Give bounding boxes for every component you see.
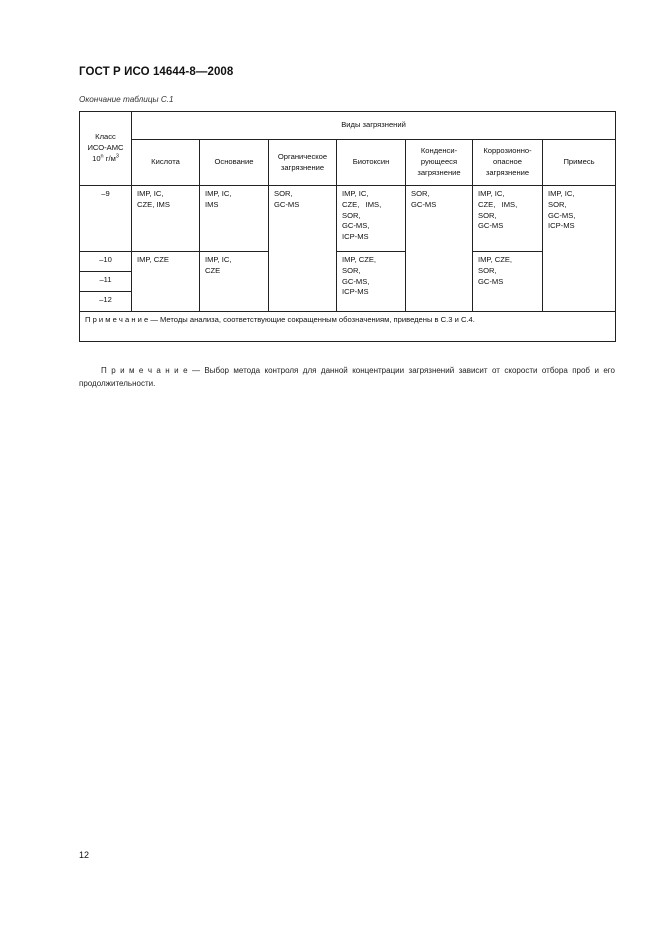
page-number: 12 [79,850,90,860]
class-cell: –10 [80,252,132,272]
corrosive-cell: IMP, CZE, SOR, GC-MS [473,252,543,312]
biotoxin-cell: IMP, CZE, SOR, GC-MS, ICP-MS [337,252,406,312]
column-header-biotoxin: Биотоксин [337,140,406,186]
acid-cell: IMP, IC, CZE, IMS [132,186,200,252]
table-caption: Окончание таблицы С.1 [79,95,174,104]
table-note-label: П р и м е ч а н и е [85,315,149,324]
class-cell: –11 [80,272,132,292]
standard-title: ГОСТ Р ИСО 14644-8—2008 [79,66,234,78]
column-header-dopant: Примесь [543,140,616,186]
table-row [80,252,616,272]
corrosive-cell: IMP, IC, CZE, IMS, SOR, GC-MS [473,186,543,252]
biotoxin-cell: IMP, IC, CZE, IMS, SOR, GC-MS, ICP-MS [337,186,406,252]
table-note-text: — Методы анализа, соответствующие сокращенным обозначениям, приведены в С.3 и С.4. [148,315,475,324]
organic-cell: SOR, GC-MS [269,186,337,312]
column-header-organic: Органическое загрязнение [269,140,337,186]
table-row [80,186,616,252]
column-header-condensing: Конденси- рующееся загрязнение [406,140,473,186]
column-header-base: Основание [200,140,269,186]
acid-cell: IMP, CZE [132,252,200,312]
dopant-cell: IMP, IC, SOR, GC-MS, ICP-MS [543,186,616,312]
base-cell: IMP, IC, CZE [200,252,269,312]
class-cell: –12 [80,292,132,312]
bottom-note [79,364,615,390]
class-header: Класс ИСО-АМС 10$^n$ $г/м^3$ [80,112,132,186]
base-cell: IMP, IC, IMS [200,186,269,252]
column-header-acid: Кислота [132,140,200,186]
contamination-types-header: Виды загрязнений [132,112,616,140]
column-header-corrosive: Коррозионно- опасное загрязнение [473,140,543,186]
class-cell: –9 [80,186,132,252]
bottom-note-text: — Выбор метода контроля для данной концентрации загрязнений зависит от скорости отбора проб и его продолжительности. [79,366,616,388]
table-note [80,312,616,342]
bottom-note-label: П р и м е ч а н и е [101,366,188,375]
condensing-cell: SOR, GC-MS [406,186,473,312]
methods-table [79,111,616,342]
